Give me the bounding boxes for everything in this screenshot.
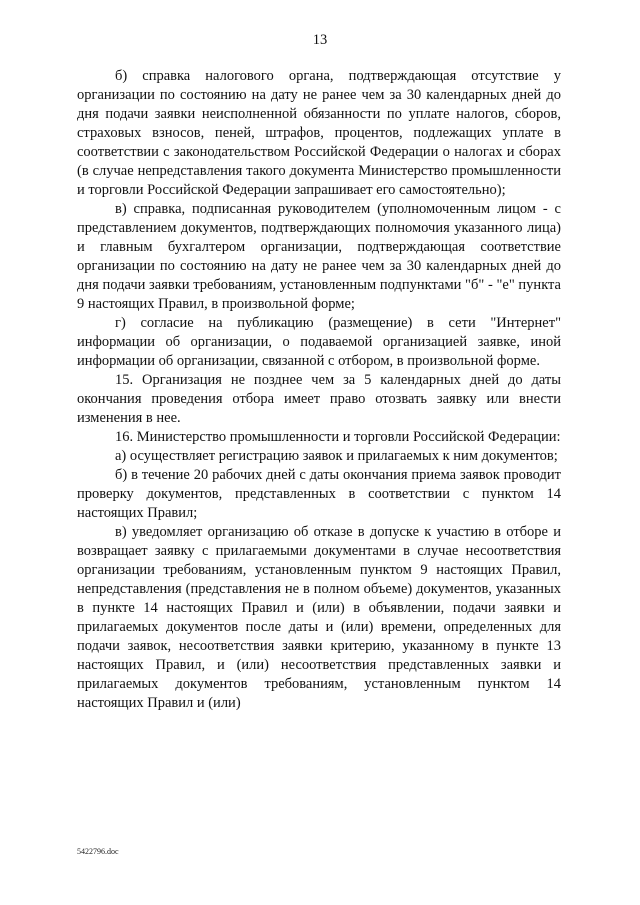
paragraph-item-15: 15. Организация не позднее чем за 5 календарных дней до даты окончания проведения отбора имеет право отозвать заявку или внести изменения в нее. — [77, 372, 561, 426]
document-body — [77, 67, 561, 713]
paragraph-subitem-b-tax-certificate: б) справка налогового органа, подтверждающая отсутствие у организации по состоянию на дату не ранее чем за 30 календарных дней до дня подачи заявки неисполненной обязанности по уплате налогов, сборов, страховых взносов, пеней, штрафов, процентов, подлежащих уплате в соответствии с законодательством Российской Федерации о налогах и сборах (в случае непредставления такого документа Министерство промышленности и торговли Российской Федерации запрашивает его самостоятельно); — [77, 68, 561, 198]
paragraph-item-16-b: б) в течение 20 рабочих дней с даты окончания приема заявок проводит проверку документов, представленных в соответствии с пунктом 14 настоящих Правил; — [77, 467, 561, 521]
paragraph-item-16: 16. Министерство промышленности и торговли Российской Федерации: — [115, 429, 561, 445]
paragraph-subitem-g-publication-consent: г) согласие на публикацию (размещение) в сети "Интернет" информации об организации, о подаваемой организацией заявке, иной информации об организации, связанной с отбором, в произвольной форме. — [77, 315, 561, 369]
page-number: 13 — [312, 32, 328, 48]
document-footer-filename: 5422796.doc — [77, 847, 119, 856]
paragraph-item-16-a: а) осуществляет регистрацию заявок и прилагаемых к ним документов; — [115, 448, 558, 464]
paragraph-subitem-v-manager-certificate: в) справка, подписанная руководителем (уполномоченным лицом - с представлением документов, подтверждающих полномочия указанного лица) и главным бухгалтером организации, подтверждающая соответствие организации по состоянию на дату не ранее чем за 30 календарных дней до дня подачи заявки требованиям, установленным подпунктами "б" - "е" пункта 9 настоящих Правил, в произвольной форме; — [77, 201, 561, 312]
paragraph-item-16-v: в) уведомляет организацию об отказе в допуске к участию в отборе и возвращает заявку с прилагаемыми документами в случае несоответствия организации требованиям, установленным пунктом 9 настоящих Правил, непредставления (представления не в полном объеме) документов, указанных в пункте 14 настоящих Правил и (или) в объявлении, подачи заявки и прилагаемых документов после даты и (или) времени, определенных для подачи заявок, несоответствия заявки критерию, указанному в пункте 13 настоящих Правил, и (или) несоответствия представленных заявки и прилагаемых документов требованиям, установленным пунктом 14 настоящих Правил и (или) — [77, 524, 561, 711]
